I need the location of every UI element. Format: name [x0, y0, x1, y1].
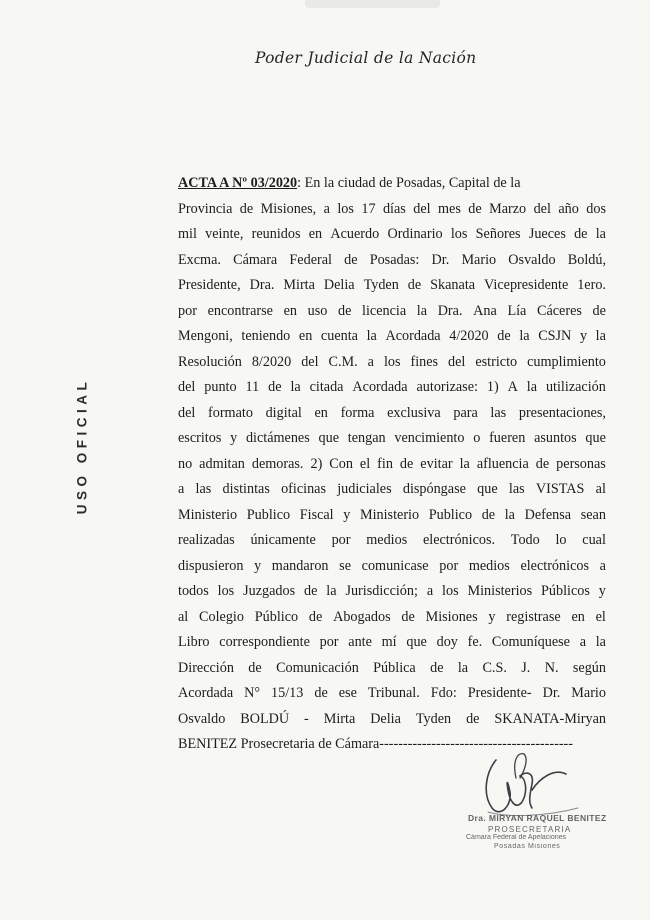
body-word: utilización — [545, 379, 606, 395]
handwritten-signature — [458, 748, 628, 858]
closing-line: BENITEZ Prosecretaria de Cámara----------------------------------------- — [178, 736, 573, 752]
body-word: Misiones, — [260, 200, 317, 217]
body-word: Misiones — [425, 608, 478, 625]
body-word: del — [178, 379, 196, 395]
body-word: y — [579, 328, 588, 344]
body-word: medios — [468, 557, 510, 574]
body-word: de — [497, 328, 511, 344]
body-word: a — [426, 583, 434, 599]
body-word: de — [401, 608, 415, 625]
body-word: sean — [580, 506, 606, 523]
body-word: la — [595, 226, 606, 242]
body-word: los — [217, 583, 235, 599]
body-word: Skanata — [430, 277, 476, 293]
body-word: escritos — [178, 430, 222, 446]
body-word: Federal — [289, 251, 332, 268]
body-word: por — [178, 302, 197, 319]
body-word: dispusieron — [178, 557, 244, 574]
body-word: ante — [348, 634, 372, 650]
body-word: doy — [436, 634, 458, 650]
body-word: 1ero. — [577, 277, 606, 293]
body-word: Comuníquese — [491, 634, 570, 650]
body-word: la — [519, 328, 530, 344]
body-word: en — [571, 608, 585, 625]
body-word: Dra. — [249, 277, 275, 293]
body-word: VISTAS — [535, 481, 585, 497]
body-word: Osvaldo — [178, 710, 226, 727]
body-word: la — [326, 583, 337, 599]
body-word: que — [406, 634, 427, 650]
body-word: Libro — [178, 634, 210, 650]
body-word: de — [239, 200, 254, 217]
body-word: uso — [307, 302, 328, 319]
body-word: la — [290, 379, 301, 395]
body-word: para — [453, 404, 478, 421]
body-word: de — [314, 685, 328, 701]
body-word: fe. — [467, 634, 483, 650]
body-word: Delia — [323, 277, 355, 293]
body-word: de — [468, 200, 482, 217]
stamp-name: Dra. MIRYAN RAQUEL BENITEZ — [468, 813, 607, 823]
body-line — [178, 171, 606, 197]
body-word: Dra. — [437, 302, 463, 319]
body-word: o — [473, 430, 481, 446]
body-word: los — [337, 200, 354, 217]
body-line — [178, 375, 606, 401]
body-word: la — [595, 328, 606, 344]
body-word: Vicepresidente — [484, 277, 569, 293]
body-word: mí — [381, 634, 397, 650]
body-line — [178, 324, 606, 350]
body-line — [178, 681, 606, 707]
body-word: Marzo — [489, 200, 527, 217]
body-word: de — [344, 251, 358, 268]
body-word: N. — [544, 659, 559, 676]
body-word: SKANATA-Miryan — [494, 710, 606, 727]
body-word: 4/2020 — [449, 328, 489, 344]
body-word: del — [178, 404, 196, 421]
body-line — [178, 197, 606, 223]
body-word: Colegio — [199, 608, 244, 625]
body-word: Dr. — [542, 685, 561, 701]
body-word: Cáceres — [536, 302, 582, 319]
body-word: Mirta — [323, 710, 356, 727]
body-line — [178, 477, 606, 503]
body-word: y — [230, 430, 238, 446]
body-word: Ana — [473, 302, 497, 319]
body-line — [178, 426, 606, 452]
body-word: que — [477, 481, 498, 497]
first-line-rest: : En la ciudad de Posadas, Capital de la — [297, 175, 521, 191]
body-word: estricto — [475, 353, 518, 370]
body-word: BOLDÚ — [240, 710, 290, 727]
body-word: las — [195, 481, 212, 497]
body-word: correspondiente — [219, 634, 310, 650]
body-word: demoras. — [251, 455, 304, 472]
stamp-court: Cámara Federal de Apelaciones — [466, 834, 567, 841]
body-word: de — [535, 455, 550, 472]
body-word: C.S. — [482, 659, 507, 676]
body-word: 2) — [310, 455, 323, 472]
body-word: vencimiento — [394, 430, 465, 446]
body-word: de — [574, 226, 588, 242]
scan-artifact — [305, 0, 440, 8]
body-word: mil — [178, 226, 197, 242]
body-line — [178, 630, 606, 656]
body-line — [178, 452, 606, 478]
body-word: mes — [438, 200, 461, 217]
body-word: del — [413, 200, 431, 217]
body-word: judiciales — [337, 481, 392, 497]
body-word: Defensa — [524, 506, 572, 523]
body-word: electrónicos. — [422, 532, 496, 548]
body-word: Fdo: — [430, 685, 457, 701]
first-line — [178, 171, 521, 197]
body-word: reunidos — [251, 226, 301, 242]
body-line — [178, 579, 606, 605]
body-word: los — [442, 583, 459, 599]
body-word: 15/13 — [271, 685, 304, 701]
body-word: Cámara — [233, 251, 278, 268]
body-word: por — [319, 634, 339, 650]
body-word: el — [595, 608, 606, 625]
body-word: y — [488, 608, 496, 625]
body-word: Publico — [428, 506, 473, 523]
body-word: citada — [309, 379, 344, 395]
body-line — [178, 528, 606, 554]
body-word: Acordada — [352, 379, 408, 395]
body-word: al — [178, 608, 189, 625]
body-word: J. — [521, 659, 531, 676]
body-word: licencia — [362, 302, 407, 319]
signature-stamp — [458, 748, 628, 858]
body-word: Mengoni, — [178, 328, 233, 344]
body-line — [178, 503, 606, 529]
body-word: distintas — [222, 481, 270, 497]
body-word: Acordada — [385, 328, 441, 344]
body-word: Publico — [246, 506, 291, 523]
body-word: encontrarse — [207, 302, 273, 319]
body-word: únicamente — [250, 532, 316, 548]
body-line — [178, 273, 606, 299]
body-word: fines — [410, 353, 439, 370]
body-word: Mirta — [283, 277, 315, 293]
body-word: dispóngase — [402, 481, 466, 497]
body-word: Público — [254, 608, 299, 625]
body-word: Resolución — [178, 353, 242, 370]
body-word: cual — [582, 532, 606, 548]
body-word: año — [558, 200, 579, 217]
body-line — [178, 554, 606, 580]
body-word: personas — [556, 455, 606, 472]
body-line — [178, 350, 606, 376]
body-word: Todo — [510, 532, 540, 548]
body-word: digital — [265, 404, 302, 421]
body-word: a — [599, 557, 606, 574]
body-word: por — [331, 532, 351, 548]
body-word: de — [399, 455, 414, 472]
body-word: de — [248, 659, 262, 676]
body-word: CSJN — [538, 328, 572, 344]
body-word: por — [439, 557, 459, 574]
body-word: días — [382, 200, 406, 217]
body-word: de — [430, 659, 444, 676]
body-word: Lía — [507, 302, 527, 319]
body-word: Dr. — [431, 251, 450, 268]
body-word: de — [304, 583, 318, 599]
body-word: presentaciones, — [518, 404, 606, 421]
body-word: asuntos — [534, 430, 577, 446]
body-word: Posadas: — [369, 251, 420, 268]
body-word: Fiscal — [299, 506, 334, 523]
body-word: Tribunal. — [367, 685, 420, 701]
body-word: Comunicación — [276, 659, 359, 676]
body-word: Presidente, — [178, 277, 241, 293]
body-word: C.M. — [328, 353, 358, 370]
body-word: Dirección — [178, 659, 234, 676]
body-word: del — [301, 353, 319, 370]
body-line — [178, 605, 606, 631]
body-line — [178, 656, 606, 682]
body-word: punto — [204, 379, 237, 395]
body-word: 17 — [361, 200, 376, 217]
body-word: veinte, — [205, 226, 244, 242]
body-word: las — [490, 404, 507, 421]
body-word: Acordada — [178, 685, 234, 701]
body-word: exclusiva — [387, 404, 441, 421]
body-word: Ministerio — [178, 506, 238, 523]
acta-label: ACTA A Nº 03/2020 — [178, 175, 298, 191]
body-word: dos — [586, 200, 606, 217]
body-word: Tyden — [415, 710, 452, 727]
body-word: Públicos — [541, 583, 590, 599]
body-word: a — [579, 634, 586, 650]
body-word: cumplimiento — [527, 353, 606, 370]
body-word: en — [283, 302, 297, 319]
body-word: el — [359, 455, 371, 472]
body-word: se — [339, 557, 351, 574]
body-word: a — [178, 481, 185, 497]
body-word: no — [178, 455, 193, 472]
body-word: Osvaldo — [508, 251, 556, 268]
body-word: a — [323, 200, 330, 217]
body-line — [178, 222, 606, 248]
body-word: todos — [178, 583, 209, 599]
body-word: realizadas — [178, 532, 235, 548]
body-word: 1) — [486, 379, 499, 395]
body-word: la — [504, 506, 515, 523]
body-word: ese — [338, 685, 357, 701]
body-word: las — [508, 481, 525, 497]
body-word: oficinas — [281, 481, 326, 497]
body-word: medios — [366, 532, 408, 548]
body-word: Jueces — [528, 226, 566, 242]
body-word: Mario — [571, 685, 606, 701]
body-word: a — [367, 353, 374, 370]
body-word: de — [268, 379, 282, 395]
body-word: tengan — [347, 430, 386, 446]
body-word: los — [450, 226, 468, 242]
body-word: la — [459, 455, 470, 472]
body-word: la — [416, 302, 428, 319]
body-word: según — [572, 659, 606, 676]
body-word: Jurisdicción; — [345, 583, 418, 599]
body-word: Pública — [373, 659, 416, 676]
body-word: dictámenes — [245, 430, 310, 446]
body-word: del — [448, 353, 466, 370]
body-word: teniendo — [241, 328, 291, 344]
body-word: de — [592, 302, 606, 319]
body-word: 11 — [245, 379, 260, 395]
body-word: Ordinario — [387, 226, 443, 242]
body-word: cuenta — [320, 328, 358, 344]
body-word: los — [383, 353, 401, 370]
institution-header: Poder Judicial de la Nación — [255, 49, 477, 67]
body-word: en — [298, 328, 313, 344]
body-word: Delia — [370, 710, 401, 727]
body-word: la — [457, 659, 469, 676]
body-word: fin — [377, 455, 393, 472]
body-word: admitan — [199, 455, 245, 472]
body-word: Señores — [475, 226, 521, 242]
body-word: Tyden — [363, 277, 399, 293]
body-word: electrónicos — [520, 557, 589, 574]
body-word: de — [407, 277, 422, 293]
stamp-title: PROSECRETARIA — [488, 825, 572, 834]
body-word: fueren — [489, 430, 526, 446]
body-word: formato — [208, 404, 253, 421]
body-word: y — [343, 506, 351, 523]
body-word: evitar — [420, 455, 453, 472]
acta-body — [178, 171, 606, 758]
body-word: autorizase: — [416, 379, 478, 395]
body-line — [178, 401, 606, 427]
body-word: Con — [329, 455, 353, 472]
body-word: forma — [340, 404, 375, 421]
side-stamp-text: USO OFICIAL — [74, 377, 90, 515]
body-word: de — [481, 506, 496, 523]
body-word: N° — [244, 685, 261, 701]
body-word: afluencia — [476, 455, 529, 472]
body-word: la — [595, 634, 606, 650]
body-line — [178, 248, 606, 274]
body-word: de — [338, 302, 352, 319]
body-word: que — [318, 430, 340, 446]
body-word: la — [526, 379, 538, 395]
body-line — [178, 299, 606, 325]
body-word: registrase — [506, 608, 561, 625]
body-word: Acuerdo — [330, 226, 380, 242]
body-word: Mario — [461, 251, 497, 268]
body-word: Boldú, — [567, 251, 606, 268]
body-word: comunicase — [361, 557, 429, 574]
body-word: de — [466, 710, 480, 727]
body-word: Excma. — [178, 251, 221, 268]
body-word: Abogados — [333, 608, 391, 625]
body-word: lo — [555, 532, 567, 548]
body-word: A — [507, 379, 518, 395]
body-word: 8/2020 — [251, 353, 292, 370]
body-word: Ministerios — [467, 583, 533, 599]
body-word: que — [585, 430, 606, 446]
body-word: Ministerio — [359, 506, 420, 523]
body-word: mandaron — [271, 557, 329, 574]
body-word: - — [304, 710, 309, 727]
body-word: al — [595, 481, 606, 497]
body-word: del — [533, 200, 551, 217]
body-word: y — [254, 557, 262, 574]
body-word: Provincia — [178, 200, 233, 217]
body-word: de — [308, 608, 323, 625]
body-line — [178, 707, 606, 733]
body-word: y — [598, 583, 606, 599]
body-word: la — [366, 328, 377, 344]
body-word: en — [308, 226, 323, 242]
body-word: Presidente- — [467, 685, 532, 701]
stamp-city: Posadas Misiones — [494, 843, 561, 850]
body-word: Juzgados — [243, 583, 296, 599]
body-word: en — [314, 404, 328, 421]
